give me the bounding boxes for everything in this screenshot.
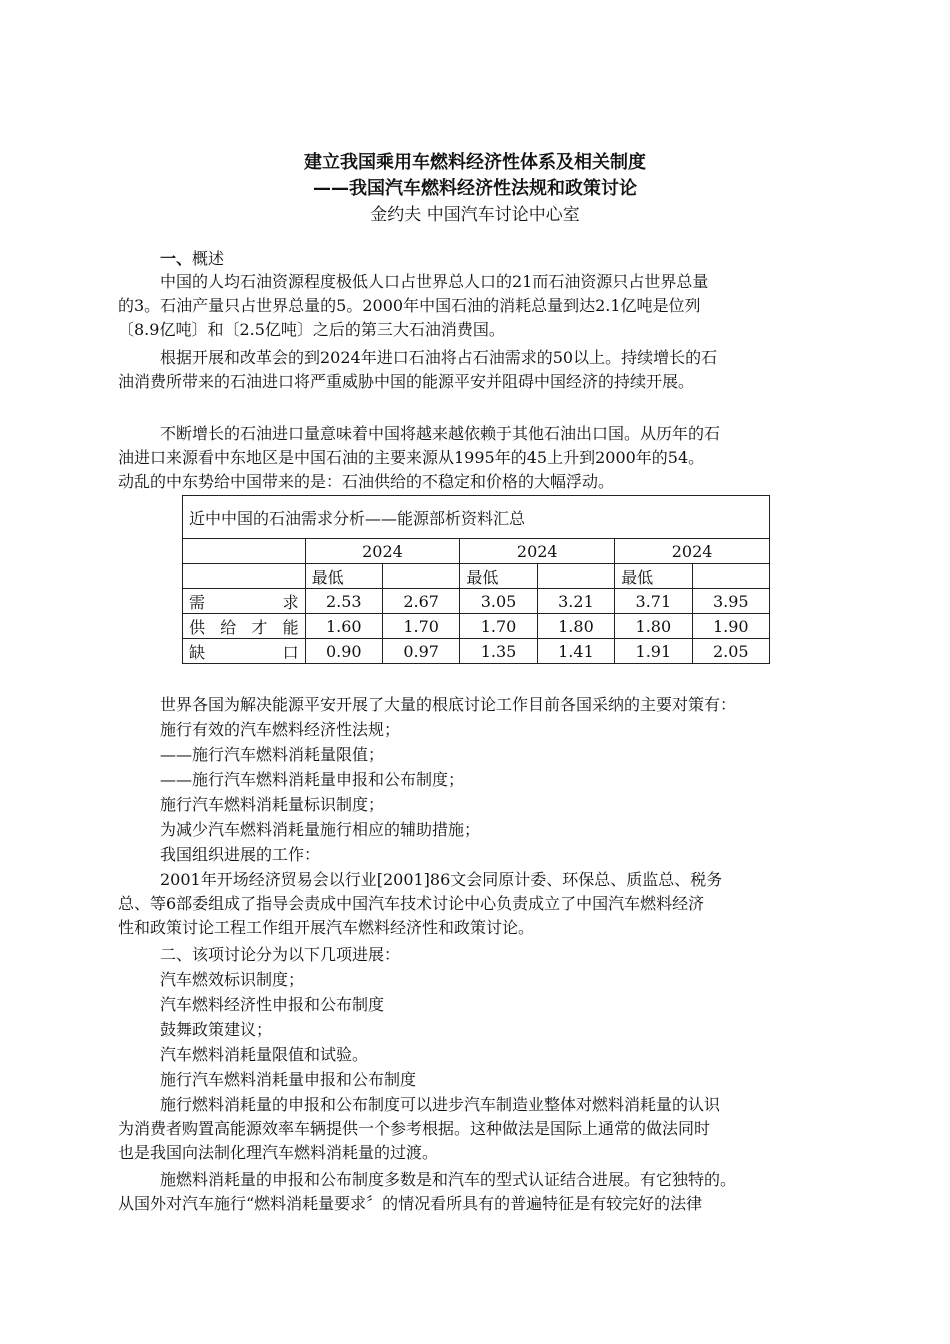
table-cell: 3.71 — [615, 589, 692, 614]
section-title: 概述 — [192, 249, 225, 268]
table-caption-row — [183, 496, 770, 539]
table-cell: 2.05 — [692, 639, 769, 664]
paragraph-work-organization — [118, 868, 838, 940]
table-cell: 0.97 — [382, 639, 459, 664]
table-row-supply — [183, 614, 770, 639]
text-line: 汽车燃料消耗量限值和试验。 — [160, 1045, 369, 1064]
row-label: 供给才能 — [183, 614, 306, 639]
table-cell: 1.41 — [537, 639, 614, 664]
text-line: 油消费所带来的石油进口将严重威胁中国的能源平安并阻碍中国经济的持续开展。 — [118, 372, 695, 391]
table-subheader — [382, 564, 459, 589]
table-empty-cell — [183, 564, 306, 589]
section-heading-overview — [160, 246, 224, 269]
table-cell: 3.05 — [460, 589, 537, 614]
row-label: 缺 口 — [183, 639, 306, 664]
text-line: 施行汽车燃料消耗量标识制度； — [160, 795, 385, 814]
text-line: 的3。石油产量只占世界总量的5。2000年中国石油的消耗总量到达2.1亿吨是位列 — [118, 296, 701, 315]
paragraph-middle-east — [118, 422, 838, 494]
paragraph-declaration-system — [118, 1093, 838, 1165]
text-line: 施行燃料消耗量的申报和公布制度可以进步汽车制造业整体对燃料消耗量的认识 — [160, 1095, 721, 1114]
text-line: 根据开展和改革会的到2024年进口石油将占石油需求的50以上。持续增长的石 — [160, 348, 718, 367]
text-line: 施行有效的汽车燃料经济性法规； — [160, 720, 401, 739]
document-title: 建立我国乘用车燃料经济性体系及相关制度 — [304, 152, 646, 173]
table-subheader: 最低 — [460, 564, 537, 589]
text-line: 性和政策讨论工程工作组开展汽车燃料经济性和政策讨论。 — [118, 918, 535, 937]
paragraph-oil-resources — [118, 270, 838, 342]
table-subheader-row — [183, 564, 770, 589]
text-line: 也是我国向法制化理汽车燃料消耗量的过渡。 — [118, 1143, 439, 1162]
text-line: 为减少汽车燃料消耗量施行相应的辅助措施； — [160, 820, 481, 839]
table-row-gap — [183, 639, 770, 664]
table-subheader: 最低 — [305, 564, 382, 589]
text-line: 汽车燃料经济性申报和公布制度 — [160, 995, 385, 1014]
document-subtitle: ——我国汽车燃料经济性法规和政策讨论 — [313, 178, 637, 199]
table-subheader: 最低 — [615, 564, 692, 589]
table-cell: 1.35 — [460, 639, 537, 664]
oil-demand-table — [182, 495, 770, 664]
table-year-row — [183, 539, 770, 564]
text-line: 不断增长的石油进口量意味着中国将越来越依赖于其他石油出口国。从历年的石 — [160, 424, 721, 443]
section-number: 一、 — [160, 249, 193, 268]
text-line: 世界各国为解决能源平安开展了大量的根底讨论工作目前各国采纳的主要对策有： — [160, 695, 737, 714]
text-line: 施行汽车燃料消耗量申报和公布制度 — [160, 1070, 417, 1089]
table-cell: 2.53 — [305, 589, 382, 614]
table-cell: 2.67 — [382, 589, 459, 614]
table-cell: 0.90 — [305, 639, 382, 664]
table-year-header: 2024 — [615, 539, 770, 564]
paragraph-oil-imports — [118, 346, 838, 394]
table-cell: 1.90 — [692, 614, 769, 639]
text-line: ——施行汽车燃料消耗量申报和公布制度； — [160, 770, 465, 789]
table-year-header: 2024 — [305, 539, 460, 564]
text-line: 中国的人均石油资源程度极低人口占世界总人口的21而石油资源只占世界总量 — [160, 272, 709, 291]
text-line: 为消费者购置高能源效率车辆提供一个参考根据。这种做法是国际上通常的做法同时 — [118, 1119, 711, 1138]
text-line: 我国组织进展的工作： — [160, 845, 321, 864]
text-line: 〔8.9亿吨〕和〔2.5亿吨〕之后的第三大石油消费国。 — [118, 320, 505, 339]
text-line: 汽车燃效标识制度； — [160, 970, 305, 989]
document-author: 金约夫 中国汽车讨论中心室 — [370, 205, 580, 225]
text-line: 油进口来源看中东地区是中国石油的主要来源从1995年的45上升到2000年的54。 — [118, 448, 705, 467]
table-cell: 1.60 — [305, 614, 382, 639]
text-line: 动乱的中东势给中国带来的是：石油供给的不稳定和价格的大幅浮动。 — [118, 472, 615, 491]
row-label: 需 求 — [183, 589, 306, 614]
table-row-demand — [183, 589, 770, 614]
text-line: 从国外对汽车施行“燃料消耗量要求〞的情况看所具有的普遍特征是有较完好的法律 — [118, 1194, 703, 1213]
table-corner-cell — [183, 539, 306, 564]
table-cell: 1.91 — [615, 639, 692, 664]
text-line: 鼓舞政策建议； — [160, 1020, 273, 1039]
text-line: 施燃料消耗量的申报和公布制度多数是和汽车的型式认证结合进展。有它独特的。 — [160, 1170, 737, 1189]
text-line: 2001年开场经济贸易会以行业[2001]86文会同原计委、环保总、质监总、税务 — [160, 870, 723, 889]
table-cell: 1.70 — [382, 614, 459, 639]
table-cell: 1.80 — [615, 614, 692, 639]
table-cell: 3.95 — [692, 589, 769, 614]
table-cell: 1.70 — [460, 614, 537, 639]
table-cell: 1.80 — [537, 614, 614, 639]
table-caption: 近中中国的石油需求分析——能源部析资料汇总 — [183, 496, 770, 539]
text-line: 总、等6部委组成了指导会责成中国汽车技术讨论中心负责成立了中国汽车燃料经济 — [118, 894, 705, 913]
text-line: 二、该项讨论分为以下几项进展： — [160, 945, 401, 964]
table-cell: 3.21 — [537, 589, 614, 614]
table-year-header: 2024 — [460, 539, 615, 564]
paragraph-type-approval — [118, 1168, 838, 1216]
table-subheader — [537, 564, 614, 589]
table-subheader — [692, 564, 769, 589]
text-line: ——施行汽车燃料消耗量限值； — [160, 745, 385, 764]
